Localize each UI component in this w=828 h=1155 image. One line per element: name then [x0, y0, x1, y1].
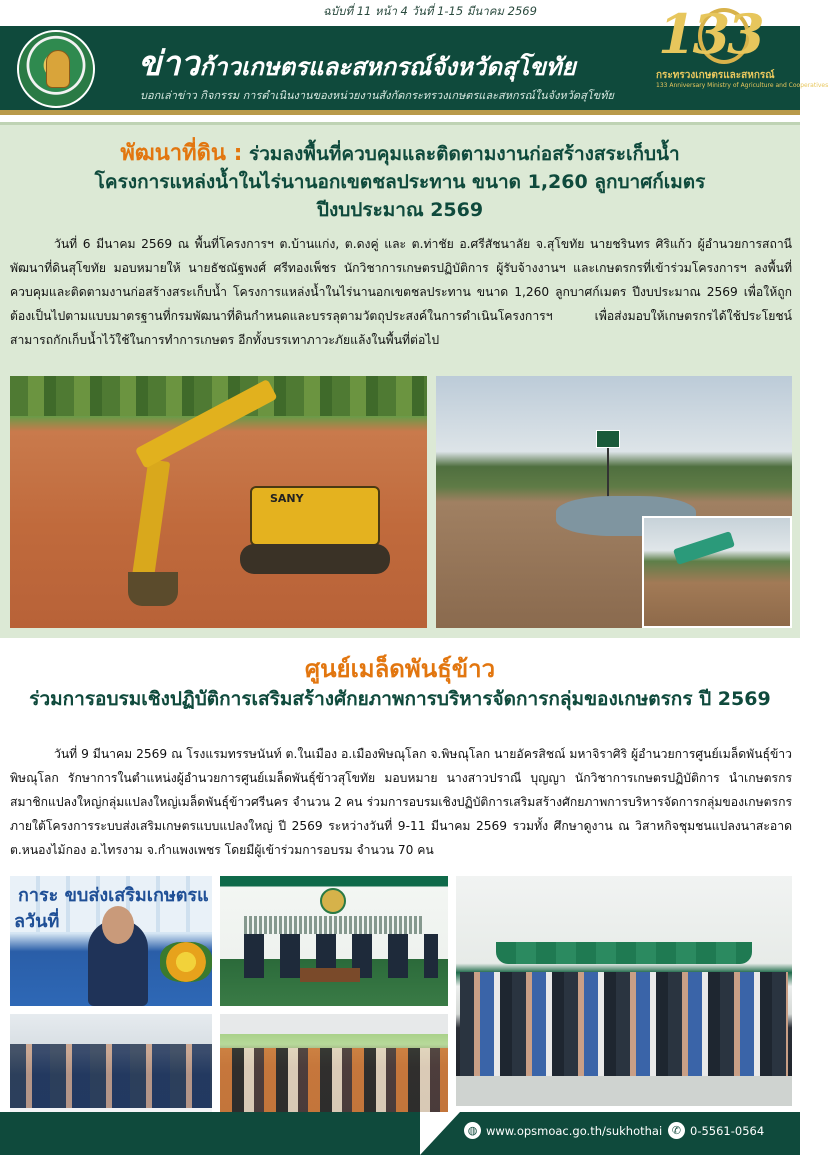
article2-heading [0, 652, 800, 712]
issue-line: ฉบับที่ 11 หน้า 4 วันที่ 1-15 มีนาคม 2569 [323, 4, 537, 18]
masthead-divider [0, 110, 800, 115]
p6-roof [220, 1014, 448, 1034]
anniversary-number: 133 [658, 2, 762, 66]
excavator-inset-photo [642, 516, 792, 628]
article1-label: พัฒนาที่ดิน : [120, 141, 243, 166]
p7-floor [456, 1076, 792, 1106]
provincial-office-logo [17, 30, 95, 108]
phone-icon: ✆ [668, 1122, 685, 1139]
article1-title-text: ร่วมลงพื้นที่ควบคุมและติดตามงานก่อสร้างสระเก็บน้ำ [242, 143, 680, 165]
globe-icon: ◍ [464, 1122, 481, 1139]
banner-text-1: การะ ขบส่งเสริมเกษตรแ [18, 885, 209, 906]
footer-phone[interactable]: 0-5561-0564 [690, 1124, 765, 1138]
article1-heading [0, 140, 800, 224]
logo-emblem-icon [46, 50, 70, 88]
panel-stage-photo [220, 876, 448, 1006]
p4-stxt [244, 916, 424, 934]
article1-title-line2: โครงการแหล่งน้ำในไร่นานอกเขตชลประทาน ขนาด 1,260 ลูกบาศก์เมตร [94, 171, 706, 193]
project-sign-icon [596, 430, 620, 448]
article2-label: ศูนย์เมล็ดพันธุ์ข้าว [304, 655, 496, 683]
p7-group [460, 972, 788, 1076]
p1-bucket [128, 572, 178, 606]
article1-title-line1 [0, 140, 800, 168]
p7-drape [496, 942, 752, 964]
p1-cab [250, 486, 380, 546]
group-photo [456, 876, 792, 1106]
article1-body [10, 232, 792, 352]
p3-flowers [160, 942, 212, 982]
pond-site-photo [436, 376, 792, 628]
stage-seal-icon [320, 888, 346, 914]
banner-text-2: ลวันที่ [14, 911, 60, 932]
title-big: ข่าว [138, 44, 200, 84]
anniversary-logo [650, 2, 828, 108]
excavator-brand: SANY [270, 492, 304, 505]
p1-track [240, 544, 390, 574]
p1-arm2 [132, 459, 170, 581]
p2-post [607, 448, 609, 498]
p3-head [102, 906, 134, 944]
article2-body [10, 742, 792, 862]
article1-paragraph: วันที่ 6 มีนาคม 2569 ณ พื้นที่โครงการฯ ต.บ้านแก่ง, ต.ดงคู่ และ ต.ท่าชัย อ.ศรีสัชนาลัย จ.สุโขทัย นายชรินทร ศิริแก้ว ผู้อำนวยการสถานีพัฒนาที่ดินสุโขทัย มอบหมายให้ นายธัชณัฐพงศ์ ศรีทองเพ็ชร นักวิชาการเกษตรปฏิบัติการ ผู้รับจ้างงานฯ และเกษตรกรที่เข้าร่วมโครงการฯ ลงพื้นที่ควบคุมและติดตามงานก่อสร้างสระเก็บน้ำ โครงการแหล่งน้ำในไร่นานอกเขตชลประทาน ขนาด 1,260 ลูกบาศก์เมตร ปีงบประมาณ 2569 เพื่อให้ถูกต้องเป็นไปตามแบบมาตรฐานที่กรมพัฒนาที่ดินกำหนดและบรรลุตามวัตถุประสงค์ในการดำเนินโครงการฯ เพื่อส่งมอบให้เกษตรกรได้ใช้ประโยชน์สามารถกักเก็บน้ำไว้ใช้ในการทำการเกษตร อีกทั้งบรรเทาภาวะภัยแล้งในพื้นที่ต่อไป [10, 237, 792, 347]
footer-website[interactable]: www.opsmoac.go.th/sukhothai [486, 1124, 663, 1138]
p5-rows [10, 1044, 212, 1114]
p4-table [300, 968, 360, 982]
speaker-photo [10, 876, 212, 1006]
title-rest: ก้าวเกษตรและสหกรณ์จังหวัดสุโขทัย [199, 53, 576, 81]
anniversary-ministry: กระทรวงเกษตรและสหกรณ์ [656, 70, 775, 81]
excavator-photo [10, 376, 427, 628]
newsletter-title [138, 42, 576, 86]
p2-exc [673, 531, 735, 565]
newsletter-subtitle: บอกเล่าข่าว กิจกรรม การดำเนินงานของหน่วยงานสังกัดกระทรวงเกษตรและสหกรณ์ในจังหวัดสุโขทัย [140, 89, 614, 102]
anniversary-small: 133 Anniversary Ministry of Agriculture and Cooperatives [656, 82, 828, 89]
article2-title: ร่วมการอบรมเชิงปฏิบัติการเสริมสร้างศักยภาพการบริหารจัดการกลุ่มของเกษตรกร ปี 2569 [29, 688, 771, 710]
article1-title-line3: ปีงบประมาณ 2569 [316, 199, 484, 221]
article2-paragraph: วันที่ 9 มีนาคม 2569 ณ โรงแรมทรรษนันท์ ต.ในเมือง อ.เมืองพิษณุโลก จ.พิษณุโลก นายอัครสิชณ์ มหาจิราศิริ ผู้อำนวยการศูนย์เมล็ดพันธุ์ข้าวพิษณุโลก รักษาการในตำแหน่งผู้อำนวยการศูนย์เมล็ดพันธุ์ข้าวสุโขทัย มอบหมาย นางสาวปราณี บุญญา นักวิชาการเกษตรปฏิบัติการ นำเกษตรกรสมาชิกแปลงใหญ่กลุ่มแปลงใหญ่เมล็ดพันธุ์ข้าวศรีนคร จำนวน 2 คน ร่วมการอบรมเชิงปฏิบัติการเสริมสร้างศักยภาพการบริหารจัดการกลุ่มของเกษตรกร ภายใต้โครงการระบบส่งเสริมเกษตรแบบแปลงใหญ่ ปี 2569 ระหว่างวันที่ 9-11 มีนาคม 2569 รวมทั้ง ศึกษาดูงาน ณ วิสาหกิจชุมชนแปลงนาสะอาด ต.หนองไม้กอง อ.ไทรงาม จ.กำแพงเพชร โดยมีผู้เข้าร่วมการอบรม จำนวน 70 คน [10, 747, 792, 857]
